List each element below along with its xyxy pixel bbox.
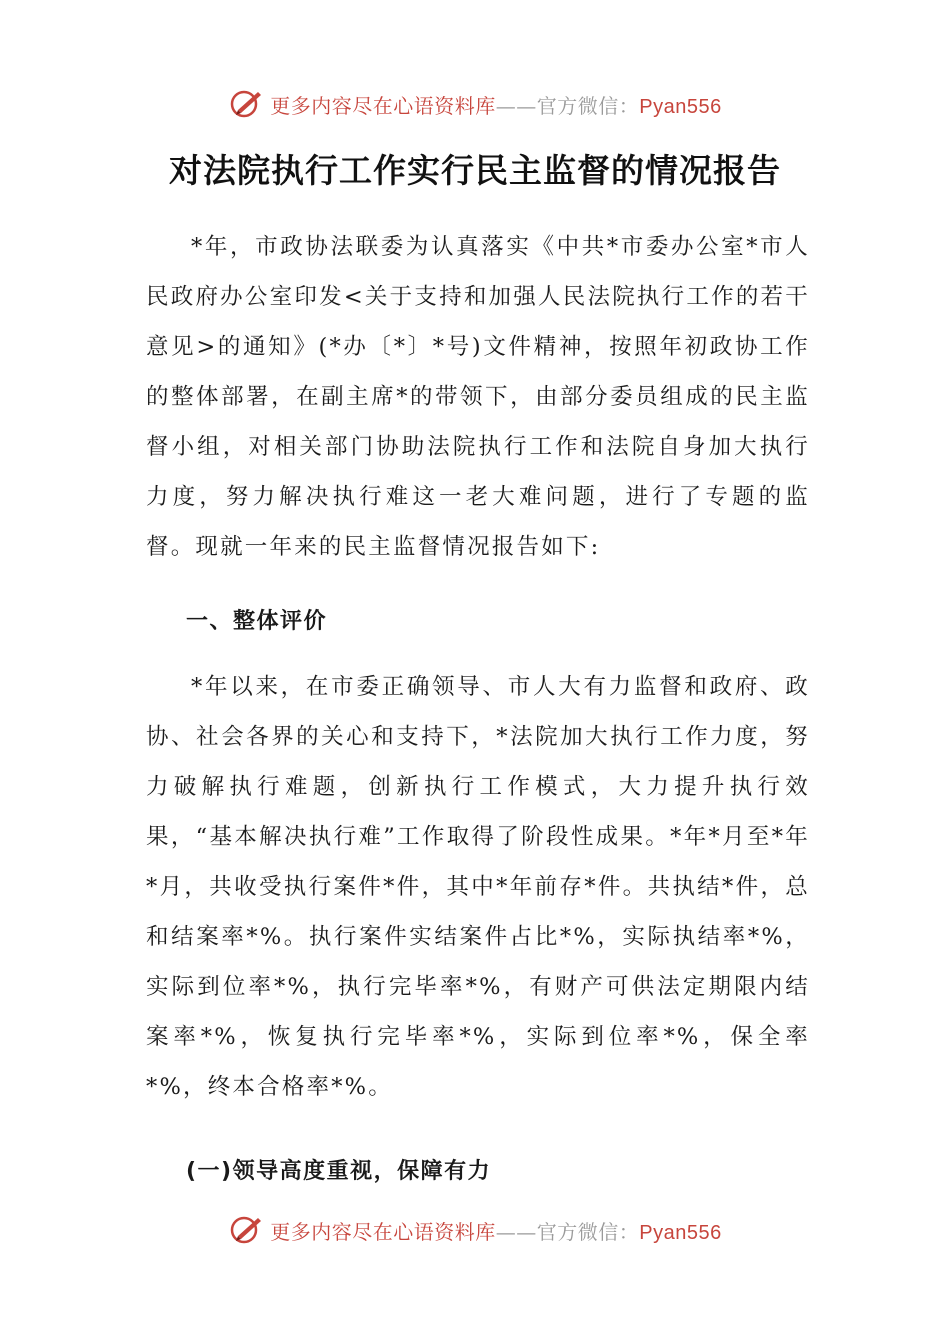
- banner-text: [270, 90, 721, 119]
- banner-wechat-id: Pyan556: [639, 1221, 722, 1244]
- banner-wechat-label: 官方微信：: [536, 1219, 640, 1244]
- document-body: [146, 222, 810, 1192]
- section-heading-overall-evaluation: 一、整体评价: [186, 609, 328, 634]
- pen-logo-icon: [228, 1212, 264, 1248]
- pen-logo-icon: [228, 86, 264, 122]
- banner-wechat-id: Pyan556: [639, 95, 722, 118]
- banner-dash: ——: [495, 1219, 537, 1244]
- banner-dash: ——: [495, 93, 537, 118]
- footer-watermark-banner: [0, 1210, 950, 1250]
- header-watermark-banner: [0, 84, 950, 124]
- intro-paragraph: *年，市政协法联委为认真落实《中共*市委办公室*市人民政府办公室印发<关于支持和加强人民法院执行工作的若干意见>的通知》(*办〔*〕*号)文件精神，按照年初政协工作的整体部署，在副主席*的带领下，由部分委员组成的民主监督小组，对相关部门协助法院执行工作和法院自身加大执行力度，努力解决执行难这一老大难问题，进行了专题的监督。现就一年来的民主监督情况报告如下:: [146, 234, 810, 560]
- section-paragraph: *年以来，在市委正确领导、市人大有力监督和政府、政协、社会各界的关心和支持下，*法院加大执行工作力度，努力破解执行难题，创新执行工作模式，大力提升执行效果，“基本解决执行难”工作取得了阶段性成果。*年*月至*年*月，共收受执行案件*件，其中*年前存*件。共执结*件，总和结案率*%。执行案件实结案件占比*%，实际执结率*%，实际到位率*%，执行完毕率*%，有财产可供法定期限内结案率*%，恢复执行完毕率*%，实际到位率*%，保全率*%，终本合格率*%。: [146, 674, 810, 1100]
- banner-slogan: 更多内容尽在心语资料库: [270, 1219, 496, 1244]
- banner-wechat-label: 官方微信：: [536, 93, 640, 118]
- document-title: 对法院执行工作实行民主监督的情况报告: [169, 151, 781, 190]
- banner-text: [270, 1216, 721, 1245]
- banner-slogan: 更多内容尽在心语资料库: [270, 93, 496, 118]
- subsection-heading: (一)领导高度重视，保障有力: [186, 1159, 492, 1184]
